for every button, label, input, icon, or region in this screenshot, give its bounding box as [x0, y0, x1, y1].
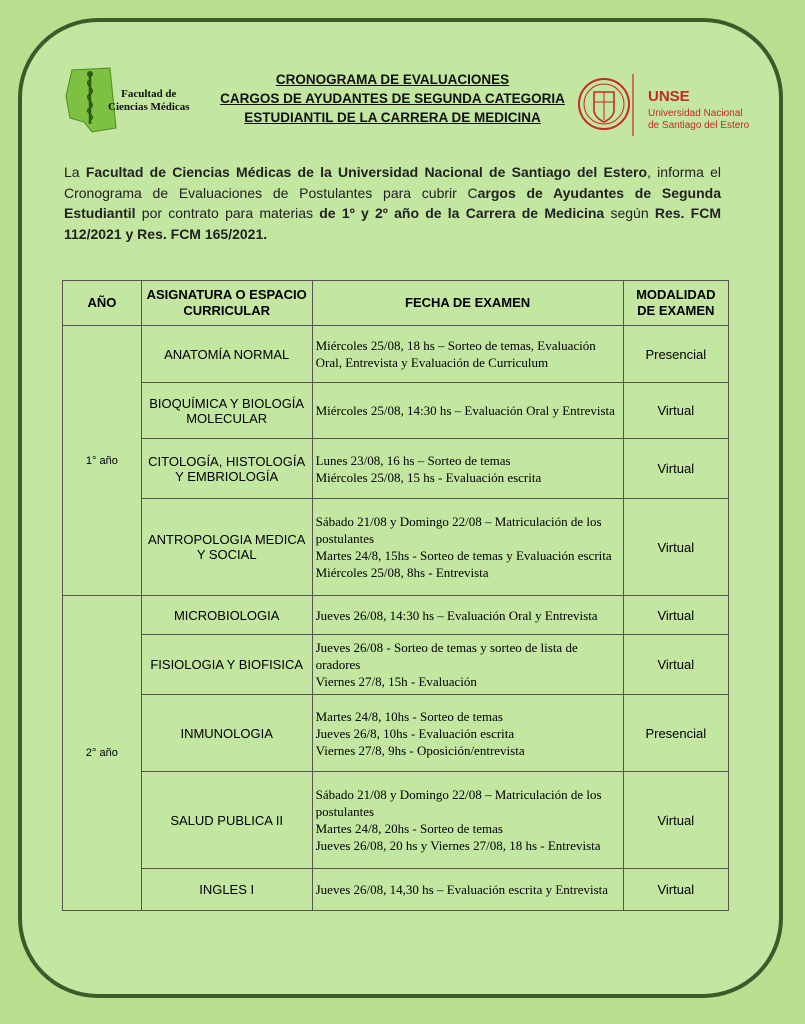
table-row	[63, 695, 729, 772]
subject-cell: CITOLOGÍA, HISTOLOGÍA Y EMBRIOLOGÍA	[141, 439, 312, 499]
intro-bold: argos de Ayudantes de Segunda Estudiantil	[64, 184, 721, 221]
mode-cell: Virtual	[623, 869, 728, 911]
date-cell: Martes 24/8, 10hs - Sorteo de temas Jueves 26/8, 10hs - Evaluación escrita Viernes 27/8, 9hs - Oposición/entrevista	[312, 695, 623, 772]
table-row	[63, 596, 729, 635]
mode-cell: Virtual	[623, 499, 728, 596]
table-row	[63, 439, 729, 499]
table-row	[63, 326, 729, 383]
date-cell: Miércoles 25/08, 14:30 hs – Evaluación Oral y Entrevista	[312, 383, 623, 439]
mode-cell: Presencial	[623, 695, 728, 772]
unse-name: UNSE	[648, 88, 690, 105]
subject-cell: INGLES I	[141, 869, 312, 911]
unse-subtitle-line-2: de Santiago del Estero	[648, 120, 750, 131]
fcm-logo-line-1: Facultad de	[121, 88, 177, 100]
year-cell: 2° año	[63, 596, 142, 911]
title-line-3: ESTUDIANTIL DE LA CARRERA DE MEDICINA	[244, 110, 541, 125]
mode-cell: Virtual	[623, 772, 728, 869]
title-line-2: CARGOS DE AYUDANTES DE SEGUNDA CATEGORIA	[220, 91, 565, 106]
date-cell: Jueves 26/08, 14:30 hs – Evaluación Oral y Entrevista	[312, 596, 623, 635]
date-cell: Sábado 21/08 y Domingo 22/08 – Matriculación de los postulantes Martes 24/8, 20hs - Sorteo de temas Jueves 26/08, 20 hs y Viernes 27/08, 18 hs - Entrevista	[312, 772, 623, 869]
intro-text: La	[64, 164, 86, 180]
mode-cell: Virtual	[623, 439, 728, 499]
unse-subtitle-line-1: Universidad Nacional	[648, 108, 743, 119]
fcm-logo-text	[108, 88, 190, 114]
fcm-logo	[62, 66, 212, 136]
year-cell: 1° año	[63, 326, 142, 596]
header-fecha: FECHA DE EXAMEN	[312, 281, 623, 326]
intro-paragraph	[64, 162, 721, 244]
intro-text: , informa el Cronograma de Evaluaciones de Postulantes para cubrir C	[64, 164, 722, 201]
table-header-row	[63, 281, 729, 326]
header-anio: AÑO	[63, 281, 142, 326]
mode-cell: Virtual	[623, 596, 728, 635]
unse-subtitle	[648, 108, 778, 132]
header-modalidad: MODALIDAD DE EXAMEN	[623, 281, 728, 326]
schedule-table	[62, 280, 729, 911]
date-cell: Jueves 26/08, 14,30 hs – Evaluación escrita y Entrevista	[312, 869, 623, 911]
date-cell: Lunes 23/08, 16 hs – Sorteo de temas Miércoles 25/08, 15 hs - Evaluación escrita	[312, 439, 623, 499]
subject-cell: MICROBIOLOGIA	[141, 596, 312, 635]
intro-bold: Res. FCM 112/2021 y Res. FCM 165/2021.	[64, 205, 721, 242]
table-row	[63, 383, 729, 439]
date-cell: Sábado 21/08 y Domingo 22/08 – Matriculación de los postulantes Martes 24/8, 15hs - Sorteo de temas y Evaluación escrita Miércoles 25/08, 8hs - Entrevista	[312, 499, 623, 596]
unse-logo	[578, 70, 778, 140]
subject-cell: FISIOLOGIA Y BIOFISICA	[141, 635, 312, 695]
mode-cell: Virtual	[623, 635, 728, 695]
date-cell: Miércoles 25/08, 18 hs – Sorteo de temas, Evaluación Oral, Entrevista y Evaluación de Curriculum	[312, 326, 623, 383]
subject-cell: ANATOMÍA NORMAL	[141, 326, 312, 383]
subject-cell: ANTROPOLOGIA MEDICA Y SOCIAL	[141, 499, 312, 596]
subject-cell: BIOQUÍMICA Y BIOLOGÍA MOLECULAR	[141, 383, 312, 439]
date-cell: Jueves 26/08 - Sorteo de temas y sorteo de lista de oradores Viernes 27/8, 15h - Evaluación	[312, 635, 623, 695]
intro-text: por contrato para materias	[135, 205, 320, 221]
fcm-logo-line-2: Ciencias Médicas	[108, 101, 190, 113]
page-title	[205, 70, 580, 127]
unse-shield-icon	[578, 70, 638, 140]
intro-bold: Facultad de Ciencias Médicas de la Universidad Nacional de Santiago del Estero	[85, 164, 648, 180]
mode-cell: Presencial	[623, 326, 728, 383]
intro-text: según	[604, 205, 655, 221]
header-asignatura: ASIGNATURA O ESPACIO CURRICULAR	[141, 281, 312, 326]
subject-cell: SALUD PUBLICA II	[141, 772, 312, 869]
table-row	[63, 772, 729, 869]
title-line-1: CRONOGRAMA DE EVALUACIONES	[275, 72, 510, 87]
subject-cell: INMUNOLOGIA	[141, 695, 312, 772]
table-row	[63, 869, 729, 911]
table-row	[63, 635, 729, 695]
mode-cell: Virtual	[623, 383, 728, 439]
table-row	[63, 499, 729, 596]
intro-bold: de 1º y 2º año de la Carrera de Medicina	[319, 205, 605, 221]
